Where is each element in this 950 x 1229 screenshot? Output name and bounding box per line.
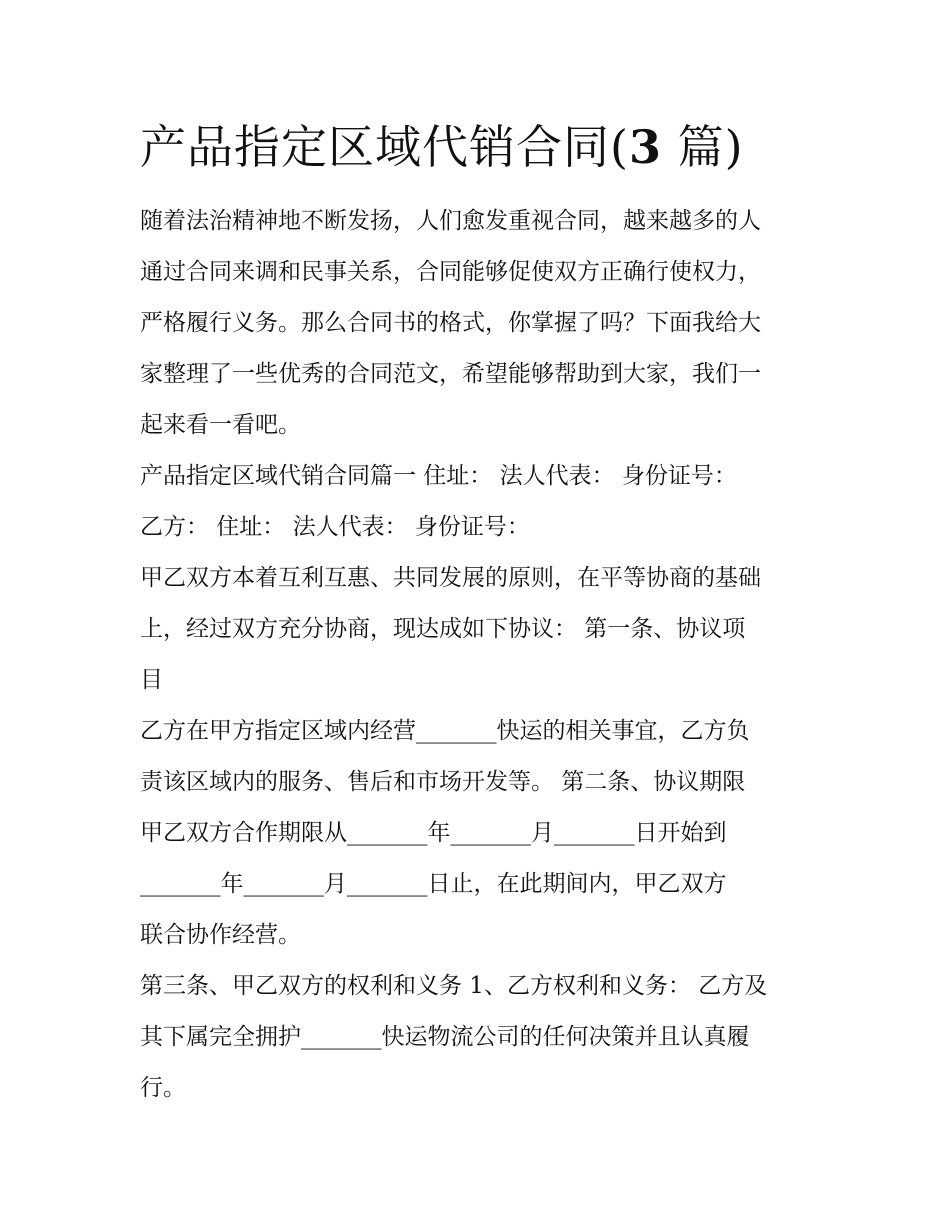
title-number: 3 xyxy=(628,120,662,174)
text-line: 第三条、甲乙双方的权利和义务 1、乙方权利和义务： 乙方及 xyxy=(140,973,768,999)
text-line: 上，经过双方充分协商，现达成如下协议： 第一条、协议项 xyxy=(140,616,746,642)
text-line: 家整理了一些优秀的合同范文，希望能够帮助到大家，我们一 xyxy=(140,361,761,387)
title-suffix: 篇) xyxy=(661,120,744,174)
text-line: 乙方： 住址： 法人代表： 身份证号： xyxy=(140,514,530,540)
title-block xyxy=(140,118,820,176)
text-line: 起来看一看吧。 xyxy=(140,412,301,438)
document-page xyxy=(140,118,820,1114)
text-line: _______年_______月_______日止，在此期间内，甲乙双方 xyxy=(140,871,727,897)
title-prefix: 产品指定区域代销合同( xyxy=(140,120,629,174)
text-line: 产品指定区域代销合同篇一 住址： 法人代表： 身份证号： xyxy=(140,463,737,489)
text-line: 其下属完全拥护_______快运物流公司的任何决策并且认真履 xyxy=(140,1024,750,1050)
text-line: 乙方在甲方指定区域内经营_______快运的相关事宜，乙方负 xyxy=(140,718,750,744)
text-line: 通过合同来调和民事关系，合同能够促使双方正确行使权力， xyxy=(140,259,761,285)
text-line: 严格履行义务。那么合同书的格式，你掌握了吗？下面我给大 xyxy=(140,310,761,336)
text-line: 行。 xyxy=(140,1075,186,1101)
text-line: 随着法治精神地不断发扬，人们愈发重视合同，越来越多的人 xyxy=(140,208,761,234)
document-title xyxy=(140,118,820,176)
text-line: 联合协作经营。 xyxy=(140,922,301,948)
text-line: 甲乙双方合作期限从_______年_______月_______日开始到 xyxy=(140,820,727,846)
text-line: 责该区域内的服务、售后和市场开发等。 第二条、协议期限 xyxy=(140,769,746,795)
text-line: 目 xyxy=(140,667,163,693)
text-line: 甲乙双方本着互利互惠、共同发展的原则，在平等协商的基础 xyxy=(140,565,761,591)
